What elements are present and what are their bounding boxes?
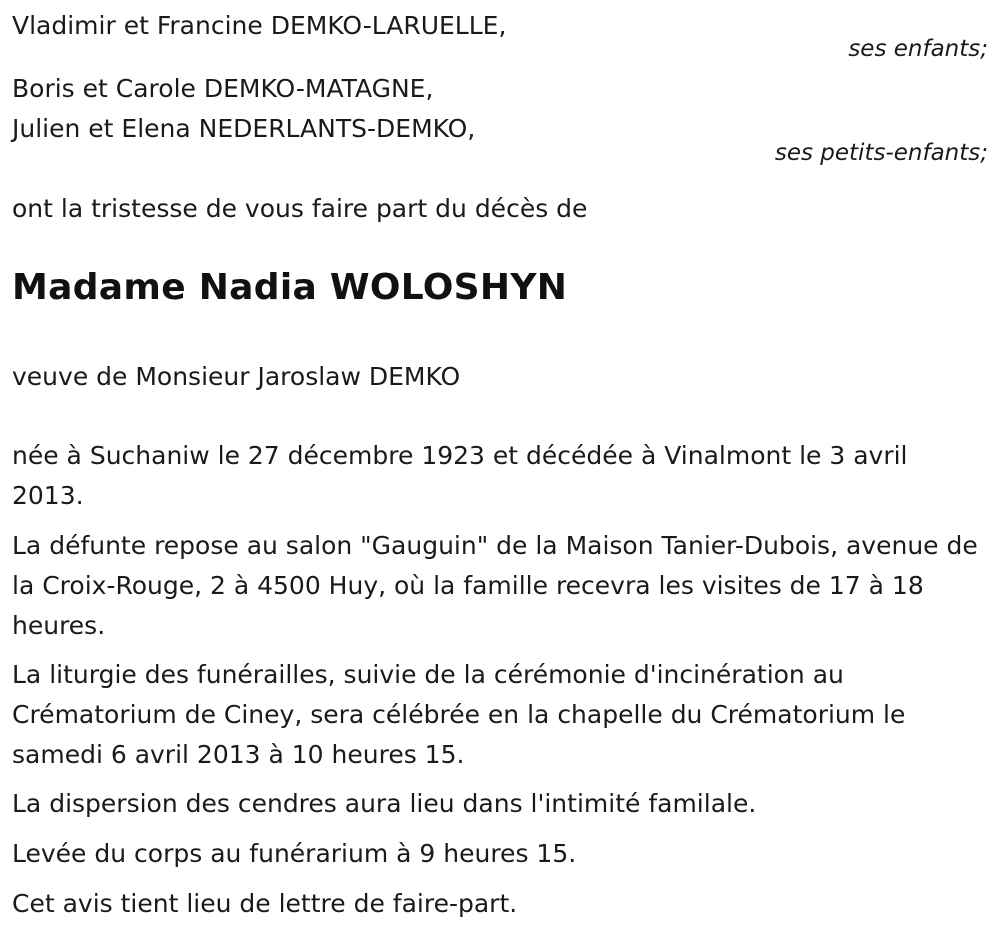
viewing-paragraph: La défunte repose au salon "Gauguin" de la Maison Tanier-Dubois, avenue de la Croix-Rouge, 2 à 4500 Huy, où la famille recevra les visites de 17 à 18 heures. [12, 531, 978, 640]
grandchildren-role: ses petits-enfants; [774, 140, 988, 166]
widow-of-line: veuve de Monsieur Jaroslaw DEMKO [12, 362, 461, 391]
body-removal-paragraph: Levée du corps au funérarium à 9 heures 15. [12, 839, 577, 868]
deceased-name: Madame Nadia WOLOSHYN [12, 267, 568, 308]
ashes-paragraph: La dispersion des cendres aura lieu dans l'intimité familale. [12, 789, 757, 818]
birth-death-paragraph: née à Suchaniw le 27 décembre 1923 et décédée à Vinalmont le 3 avril 2013. [12, 441, 908, 510]
grandchildren-line-2: Julien et Elena NEDERLANTS-DEMKO, [12, 114, 476, 143]
funeral-paragraph: La liturgie des funérailles, suivie de la cérémonie d'incinération au Crématorium de Ciney, sera célébrée en la chapelle du Crématorium le samedi 6 avril 2013 à 10 heures 15. [12, 660, 906, 769]
grandchildren-line-1: Boris et Carole DEMKO-MATAGNE, [12, 74, 434, 103]
notice-paragraph: Cet avis tient lieu de lettre de faire-part. [12, 889, 518, 918]
children-role: ses enfants; [848, 36, 988, 62]
announcement-text: ont la tristesse de vous faire part du décès de [12, 194, 588, 223]
children-line: Vladimir et Francine DEMKO-LARUELLE, [12, 11, 507, 40]
